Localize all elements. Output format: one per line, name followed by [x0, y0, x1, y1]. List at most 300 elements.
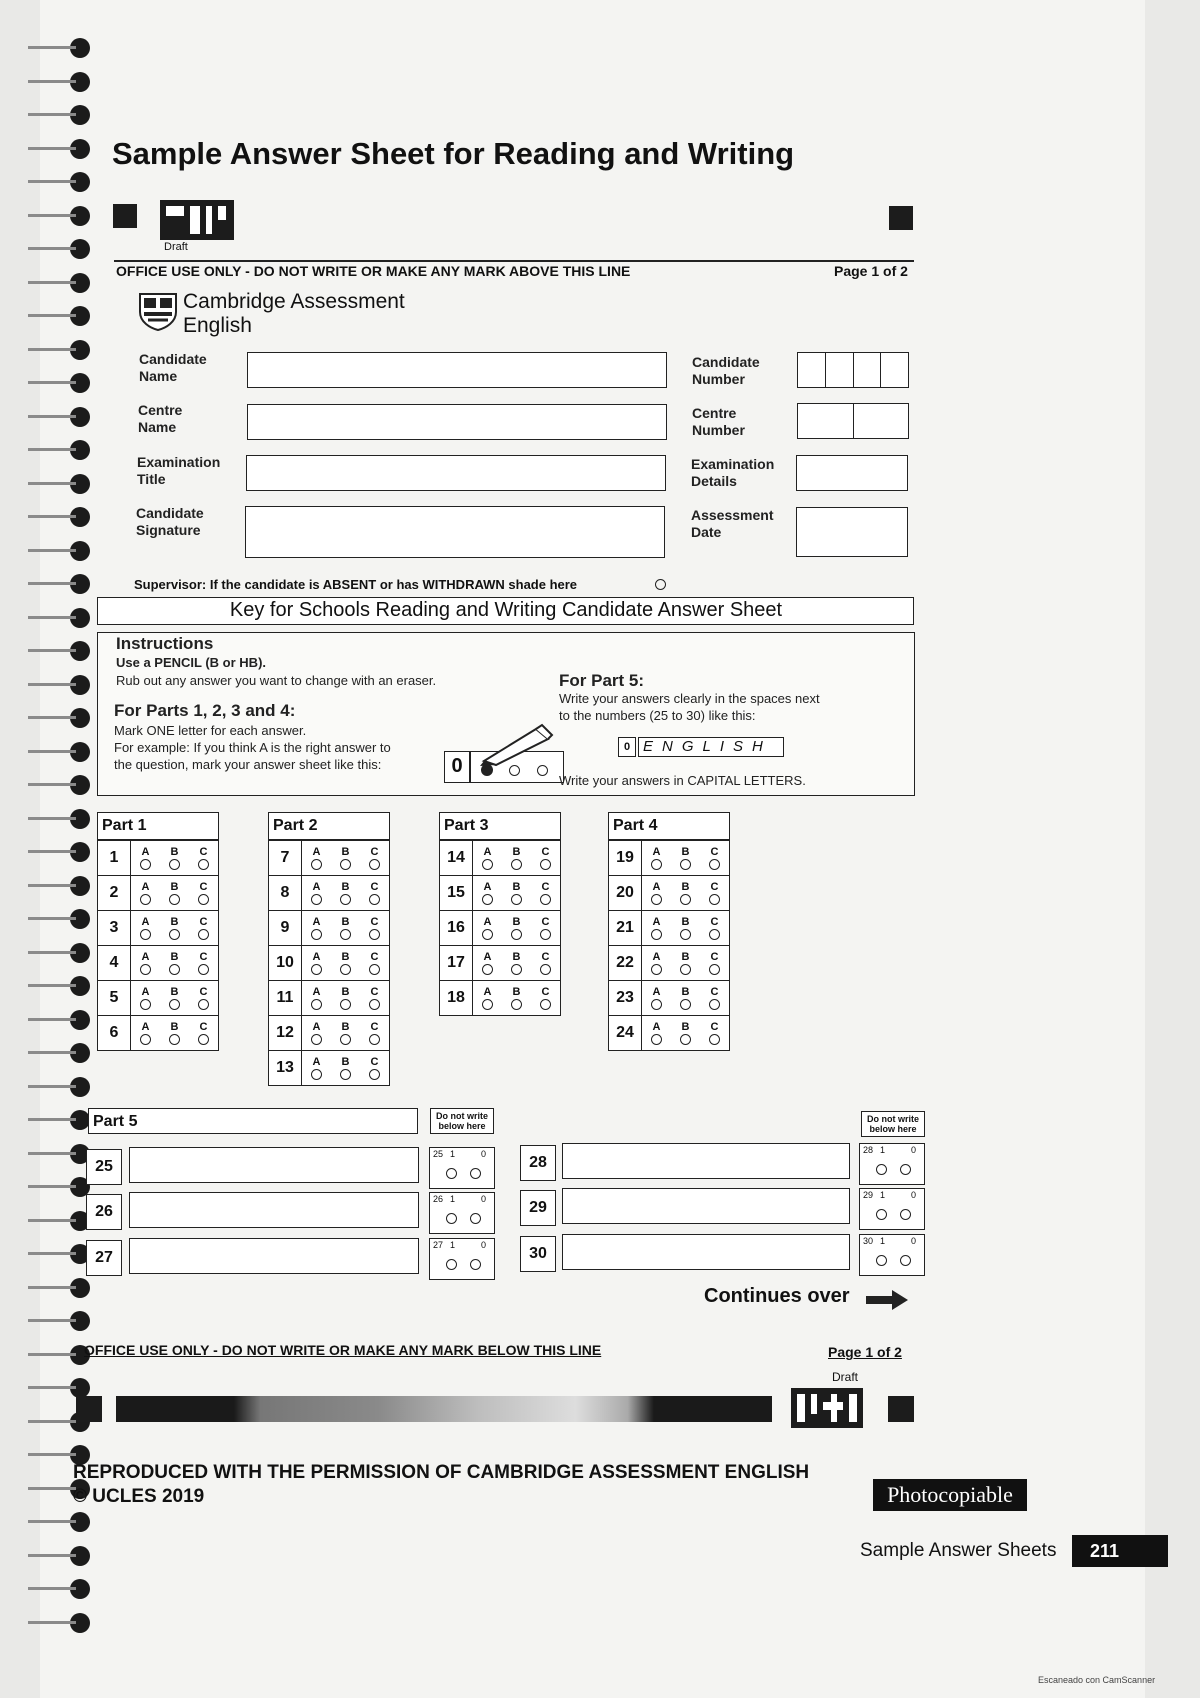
answer-bubble[interactable] [340, 964, 351, 975]
answer-bubble[interactable] [340, 1034, 351, 1045]
answer-option-b[interactable] [502, 946, 531, 980]
answer-option-b[interactable] [331, 911, 360, 945]
answer-bubble[interactable] [482, 929, 493, 940]
answer-bubble[interactable] [680, 929, 691, 940]
answer-option-a[interactable] [131, 841, 160, 875]
examiner-mark-box [859, 1188, 925, 1230]
option-letter: B [341, 1055, 350, 1068]
examination-title-field[interactable] [246, 455, 666, 491]
answer-bubble[interactable] [169, 929, 180, 940]
answer-option-c[interactable] [700, 841, 729, 875]
part5-answer-field[interactable] [129, 1147, 419, 1183]
question-number: 12 [269, 1016, 302, 1050]
centre-name-label: Centre Name [138, 402, 183, 435]
copyright-notice: © UCLES 2019 [73, 1486, 205, 1507]
answer-bubble[interactable] [482, 859, 493, 870]
question-row [609, 980, 729, 1015]
option-letter: B [170, 845, 179, 858]
mark-box-question: 25 [433, 1149, 444, 1159]
answer-option-c[interactable] [189, 876, 218, 910]
option-letter: C [710, 1020, 719, 1033]
answer-option-a[interactable] [131, 876, 160, 910]
candidate-name-field[interactable] [247, 352, 667, 388]
answer-bubble[interactable] [311, 1034, 322, 1045]
answer-bubble[interactable] [651, 859, 662, 870]
answer-bubble[interactable] [540, 964, 551, 975]
page-indicator-bottom: Page 1 of 2 [828, 1344, 902, 1360]
answer-option-b[interactable] [331, 841, 360, 875]
centre-name-field[interactable] [247, 404, 667, 440]
do-not-write-right [861, 1111, 925, 1137]
answer-option-c[interactable] [360, 1051, 389, 1085]
mark-bubble-one [446, 1259, 457, 1270]
answer-option-c[interactable] [531, 981, 560, 1015]
answer-bubble[interactable] [651, 964, 662, 975]
answer-bubble[interactable] [680, 999, 691, 1010]
candidate-name-label: Candidate Name [139, 351, 207, 384]
answer-bubble[interactable] [140, 1034, 151, 1045]
answer-bubble[interactable] [482, 894, 493, 905]
option-letter: C [541, 845, 550, 858]
answer-bubble[interactable] [340, 929, 351, 940]
option-letter: A [141, 985, 150, 998]
answer-bubble[interactable] [340, 894, 351, 905]
binding-wire [28, 46, 76, 49]
answer-option-a[interactable] [131, 981, 160, 1015]
answer-option-a[interactable] [131, 1016, 160, 1050]
binding-wire [28, 482, 76, 485]
cambridge-shield-icon [138, 292, 178, 332]
binding-wire [28, 817, 76, 820]
answer-bubble[interactable] [511, 894, 522, 905]
answer-bubble[interactable] [311, 929, 322, 940]
question-number: 7 [269, 841, 302, 875]
continues-over: Continues over [704, 1285, 850, 1307]
parts-line-3: the question, mark your answer sheet like this: [114, 757, 382, 772]
centre-number-label: Centre Number [692, 405, 745, 438]
answer-bubble[interactable] [369, 1034, 380, 1045]
answer-option-a[interactable] [473, 981, 502, 1015]
answer-option-a[interactable] [131, 946, 160, 980]
option-letter: C [370, 1055, 379, 1068]
answer-bubble[interactable] [140, 859, 151, 870]
answer-bubble[interactable] [169, 894, 180, 905]
option-letter: B [170, 880, 179, 893]
question-row [440, 875, 560, 910]
answer-bubble[interactable] [340, 859, 351, 870]
answer-bubble[interactable] [651, 1034, 662, 1045]
binding-wire [28, 884, 76, 887]
answer-option-c[interactable] [189, 841, 218, 875]
answer-bubble[interactable] [369, 929, 380, 940]
question-number: 9 [269, 911, 302, 945]
answer-bubble[interactable] [540, 929, 551, 940]
part5-answer-field[interactable] [129, 1192, 419, 1228]
answer-option-a[interactable] [131, 911, 160, 945]
part5-question-number: 29 [520, 1190, 556, 1226]
footer-page-badge [1072, 1535, 1168, 1567]
answer-bubble[interactable] [369, 999, 380, 1010]
mark-bubble-one [876, 1255, 887, 1266]
answer-bubble[interactable] [198, 999, 209, 1010]
option-letter: C [541, 950, 550, 963]
part5-example-word-box [638, 737, 784, 757]
answer-bubble[interactable] [340, 1069, 351, 1080]
mark-bubble-one [876, 1164, 887, 1175]
arrow-right-icon [866, 1288, 910, 1312]
answer-option-c[interactable] [531, 911, 560, 945]
binding-wire [28, 281, 76, 284]
option-letter: B [341, 985, 350, 998]
example-number: 0 [451, 755, 463, 777]
answer-bubble[interactable] [709, 859, 720, 870]
question-row [440, 910, 560, 945]
answer-bubble[interactable] [169, 1034, 180, 1045]
answer-bubble[interactable] [198, 1034, 209, 1045]
answer-option-c[interactable] [189, 946, 218, 980]
answer-option-b[interactable] [331, 1051, 360, 1085]
answer-option-b[interactable] [160, 876, 189, 910]
answer-option-c[interactable] [360, 981, 389, 1015]
answer-option-c[interactable] [531, 841, 560, 875]
examination-details-label: Examination Details [691, 456, 775, 489]
question-row [440, 980, 560, 1015]
mark-bubble-one [446, 1213, 457, 1224]
mark-one: 1 [880, 1145, 886, 1155]
mark-box-question: 29 [863, 1190, 874, 1200]
answer-option-b[interactable] [671, 946, 700, 980]
answer-option-b[interactable] [160, 911, 189, 945]
answer-option-a[interactable] [473, 876, 502, 910]
mark-bubble-one [876, 1209, 887, 1220]
answer-option-b[interactable] [160, 1016, 189, 1050]
part-label: Part 4 [609, 813, 729, 840]
question-row [98, 910, 218, 945]
answer-option-b[interactable] [160, 981, 189, 1015]
answer-option-a[interactable] [642, 1016, 671, 1050]
photocopiable-text: Photocopiable [887, 1482, 1013, 1507]
candidate-number-field[interactable] [797, 352, 909, 388]
answer-bubble[interactable] [540, 999, 551, 1010]
binding-wire [28, 1353, 76, 1356]
registration-mark-bottom-right [888, 1396, 914, 1422]
pencil-icon [476, 721, 556, 767]
answer-bubble[interactable] [680, 1034, 691, 1045]
answer-option-b[interactable] [502, 841, 531, 875]
answer-bubble[interactable] [169, 964, 180, 975]
option-letter: C [370, 985, 379, 998]
logo-line-2: English [183, 314, 252, 337]
candidate-signature-label: Candidate Signature [136, 505, 204, 538]
binding-wire [28, 1520, 76, 1523]
do-not-write-left [430, 1108, 494, 1134]
mark-bubble-zero [900, 1164, 911, 1175]
answer-bubble[interactable] [369, 894, 380, 905]
answer-option-b[interactable] [331, 946, 360, 980]
candidate-signature-field[interactable] [245, 506, 665, 558]
answer-bubble[interactable] [511, 999, 522, 1010]
answer-option-a[interactable] [302, 1016, 331, 1050]
answer-option-c[interactable] [700, 911, 729, 945]
registration-mark-top-left [113, 204, 137, 228]
answer-option-b[interactable] [331, 981, 360, 1015]
binding-wire [28, 147, 76, 150]
page-indicator-top: Page 1 of 2 [834, 263, 908, 279]
option-letter: A [312, 915, 321, 928]
part5-example-word: ENGLISH [643, 738, 772, 755]
answer-option-c[interactable] [531, 876, 560, 910]
binding-wire [28, 1453, 76, 1456]
binding-wire [28, 716, 76, 719]
answer-option-c[interactable] [360, 946, 389, 980]
part5-answer-field[interactable] [562, 1188, 850, 1224]
binding-wire [28, 1554, 76, 1557]
answer-option-a[interactable] [302, 911, 331, 945]
answer-bubble[interactable] [651, 929, 662, 940]
answer-option-a[interactable] [642, 841, 671, 875]
answer-option-a[interactable] [473, 841, 502, 875]
answer-bubble[interactable] [140, 929, 151, 940]
centre-number-field[interactable] [797, 403, 909, 439]
option-letter: A [483, 845, 492, 858]
draft-barcode-bottom [791, 1388, 863, 1428]
do-not-write-right-text: Do not write below here [867, 1114, 919, 1134]
question-number: 14 [440, 841, 473, 875]
answer-bubble[interactable] [198, 929, 209, 940]
answer-bubble[interactable] [540, 894, 551, 905]
question-row [269, 840, 389, 875]
answer-option-b[interactable] [671, 841, 700, 875]
answer-option-a[interactable] [473, 946, 502, 980]
answer-option-a[interactable] [302, 876, 331, 910]
answer-option-a[interactable] [302, 1051, 331, 1085]
option-letter: B [681, 985, 690, 998]
answer-option-b[interactable] [331, 876, 360, 910]
answer-option-b[interactable] [502, 981, 531, 1015]
answer-bubble[interactable] [680, 859, 691, 870]
answer-bubble[interactable] [311, 894, 322, 905]
option-letter: B [170, 950, 179, 963]
answer-bubble[interactable] [482, 964, 493, 975]
registration-mark-bottom-left [76, 1396, 102, 1422]
part5-answer-field[interactable] [129, 1238, 419, 1274]
option-letter: C [199, 880, 208, 893]
answer-bubble[interactable] [169, 999, 180, 1010]
part5-question-number: 25 [86, 1149, 122, 1185]
answer-option-c[interactable] [189, 1016, 218, 1050]
answer-bubble[interactable] [511, 929, 522, 940]
instructions-heading: Instructions [116, 634, 214, 653]
answer-option-a[interactable] [302, 946, 331, 980]
binding-wire [28, 1085, 76, 1088]
question-number: 4 [98, 946, 131, 980]
permission-notice: REPRODUCED WITH THE PERMISSION OF CAMBRIDGE ASSESSMENT ENGLISH [73, 1462, 810, 1483]
examiner-mark-box [859, 1143, 925, 1185]
option-letter: A [312, 950, 321, 963]
answer-bubble[interactable] [340, 999, 351, 1010]
answer-bubble[interactable] [311, 999, 322, 1010]
binding-wire [28, 984, 76, 987]
mark-one: 1 [450, 1149, 456, 1159]
examiner-mark-box [429, 1192, 495, 1234]
answer-option-a[interactable] [302, 981, 331, 1015]
parts-heading: For Parts 1, 2, 3 and 4: [114, 701, 296, 720]
answer-bubble[interactable] [369, 1069, 380, 1080]
answer-bubble[interactable] [140, 964, 151, 975]
absent-shade-bubble[interactable] [655, 579, 666, 590]
answer-bubble[interactable] [680, 894, 691, 905]
answer-option-a[interactable] [642, 911, 671, 945]
binding-wire [28, 649, 76, 652]
question-row [269, 980, 389, 1015]
assessment-date-field[interactable] [796, 507, 908, 557]
option-letter: B [170, 915, 179, 928]
answer-bubble[interactable] [709, 1034, 720, 1045]
registration-mark-top-right [889, 206, 913, 230]
answer-bubble[interactable] [709, 964, 720, 975]
answer-option-b[interactable] [160, 946, 189, 980]
answer-option-b[interactable] [331, 1016, 360, 1050]
answer-option-a[interactable] [642, 946, 671, 980]
answer-bubble[interactable] [198, 964, 209, 975]
mark-bubble-zero [470, 1259, 481, 1270]
option-letter: B [341, 950, 350, 963]
question-row [609, 945, 729, 980]
binding-wire [28, 515, 76, 518]
binding-wire [28, 549, 76, 552]
binding-wire [28, 917, 76, 920]
binding-wire [28, 582, 76, 585]
option-letter: B [170, 985, 179, 998]
do-not-write-left-text: Do not write below here [436, 1111, 488, 1131]
option-letter: B [512, 950, 521, 963]
question-row [609, 1015, 729, 1050]
parts-line-2: For example: If you think A is the right answer to [114, 740, 391, 755]
logo-line-1: Cambridge Assessment [183, 290, 405, 313]
answer-option-a[interactable] [642, 876, 671, 910]
answer-bubble[interactable] [169, 859, 180, 870]
answer-bubble[interactable] [540, 859, 551, 870]
mark-bubble-zero [470, 1168, 481, 1179]
footer-page-number: 211 [1090, 1541, 1120, 1561]
option-letter: C [370, 1020, 379, 1033]
answer-bubble[interactable] [511, 859, 522, 870]
answer-bubble[interactable] [198, 859, 209, 870]
answer-option-b[interactable] [502, 911, 531, 945]
answer-option-c[interactable] [189, 911, 218, 945]
question-row [440, 840, 560, 875]
answer-option-c[interactable] [360, 911, 389, 945]
photocopiable-badge [873, 1479, 1027, 1511]
answer-option-c[interactable] [700, 981, 729, 1015]
answer-bubble[interactable] [140, 894, 151, 905]
answer-option-c[interactable] [700, 876, 729, 910]
option-letter: C [199, 845, 208, 858]
binding-wire [28, 348, 76, 351]
option-letter: B [512, 845, 521, 858]
answer-option-a[interactable] [473, 911, 502, 945]
examination-details-field[interactable] [796, 455, 908, 491]
part5-answer-field[interactable] [562, 1234, 850, 1270]
draft-label-top: Draft [164, 241, 188, 253]
question-number: 16 [440, 911, 473, 945]
answer-option-b[interactable] [160, 841, 189, 875]
answer-option-c[interactable] [189, 981, 218, 1015]
option-letter: A [652, 845, 661, 858]
office-use-top-text: OFFICE USE ONLY - DO NOT WRITE OR MAKE ANY MARK ABOVE THIS LINE [116, 263, 631, 279]
answer-option-b[interactable] [671, 1016, 700, 1050]
binding-wire [28, 1286, 76, 1289]
footer-section-title: Sample Answer Sheets [860, 1540, 1057, 1561]
answer-option-c[interactable] [360, 841, 389, 875]
answer-option-c[interactable] [531, 946, 560, 980]
answer-option-c[interactable] [700, 946, 729, 980]
option-letter: B [681, 950, 690, 963]
answer-bubble[interactable] [709, 929, 720, 940]
binding-wire [28, 1487, 76, 1490]
answer-bubble[interactable] [369, 964, 380, 975]
answer-option-c[interactable] [700, 1016, 729, 1050]
answer-option-c[interactable] [360, 876, 389, 910]
question-number: 21 [609, 911, 642, 945]
question-number: 19 [609, 841, 642, 875]
answer-bubble[interactable] [511, 964, 522, 975]
option-letter: A [483, 985, 492, 998]
capital-letters-note: Write your answers in CAPITAL LETTERS. [559, 773, 806, 788]
question-row [98, 840, 218, 875]
answer-option-b[interactable] [671, 981, 700, 1015]
answer-bubble[interactable] [651, 894, 662, 905]
parts-line-1: Mark ONE letter for each answer. [114, 723, 307, 738]
option-letter: B [341, 845, 350, 858]
question-row [609, 875, 729, 910]
answer-bubble[interactable] [651, 999, 662, 1010]
option-letter: C [541, 985, 550, 998]
part5-answer-field[interactable] [562, 1143, 850, 1179]
draft-label-bottom: Draft [832, 1370, 859, 1384]
answer-bubble[interactable] [709, 999, 720, 1010]
answer-bubble[interactable] [311, 964, 322, 975]
mark-one: 1 [880, 1190, 886, 1200]
binding-wire [28, 683, 76, 686]
binding-wire [28, 1587, 76, 1590]
option-letter: A [652, 985, 661, 998]
answer-option-a[interactable] [302, 841, 331, 875]
option-letter: B [341, 880, 350, 893]
answer-option-b[interactable] [502, 876, 531, 910]
answer-bubble[interactable] [482, 999, 493, 1010]
part5-header-box [88, 1108, 418, 1134]
answer-option-a[interactable] [642, 981, 671, 1015]
binding-wire [28, 1386, 76, 1389]
answer-bubble[interactable] [198, 894, 209, 905]
answer-bubble[interactable] [680, 964, 691, 975]
question-row [98, 875, 218, 910]
answer-option-b[interactable] [671, 876, 700, 910]
answer-bubble[interactable] [311, 859, 322, 870]
option-letter: B [341, 1020, 350, 1033]
answer-bubble[interactable] [709, 894, 720, 905]
part5-question-number: 28 [520, 1145, 556, 1181]
instructions-box [97, 632, 915, 796]
office-use-bottom-text: OFFICE USE ONLY - DO NOT WRITE OR MAKE ANY MARK BELOW THIS LINE [84, 1342, 602, 1358]
answer-option-b[interactable] [671, 911, 700, 945]
answer-option-c[interactable] [360, 1016, 389, 1050]
question-number: 11 [269, 981, 302, 1015]
answer-bubble[interactable] [369, 859, 380, 870]
answer-bubble[interactable] [140, 999, 151, 1010]
answer-bubble[interactable] [311, 1069, 322, 1080]
